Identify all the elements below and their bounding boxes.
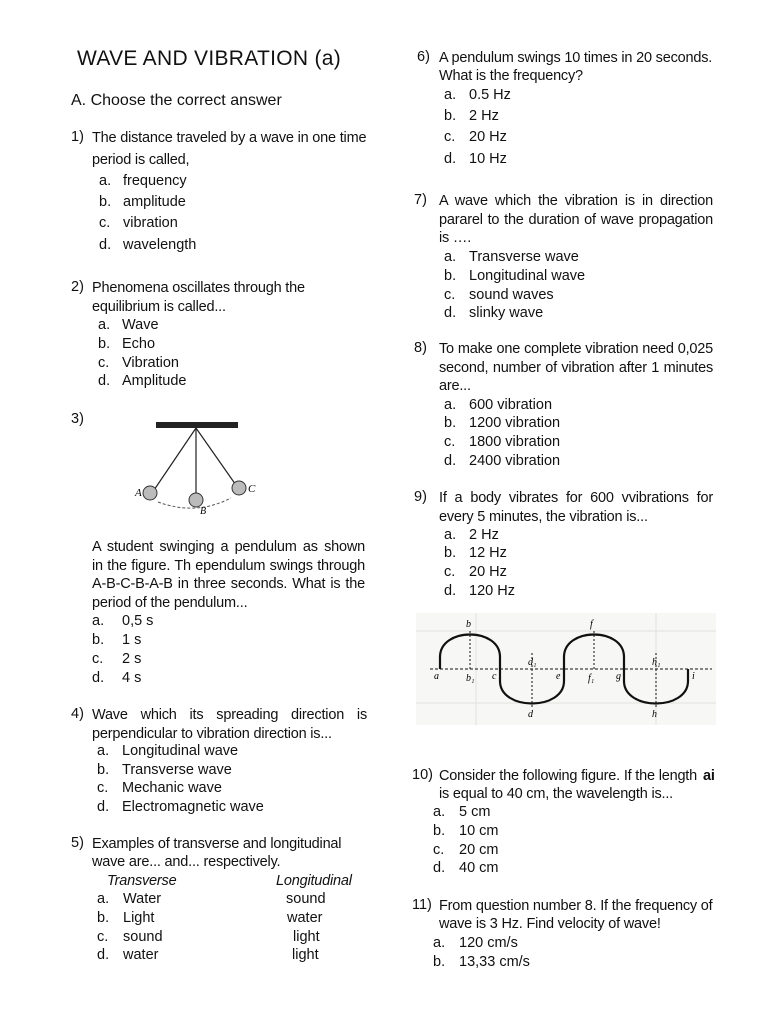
option-text[interactable]: 40 cm <box>459 860 499 876</box>
option-text[interactable]: 2400 vibration <box>469 453 561 469</box>
option-letter: a. <box>92 613 105 629</box>
option-letter: a. <box>444 87 457 103</box>
option-letter: b. <box>99 194 112 210</box>
option-text[interactable]: Water <box>123 891 162 907</box>
option-text[interactable]: 1 s <box>122 632 142 648</box>
question-text: Phenomena oscillates through the <box>92 280 305 296</box>
option-text[interactable]: 2 Hz <box>469 108 499 124</box>
option-text[interactable]: 1800 vibration <box>469 434 561 450</box>
option-letter: a. <box>433 935 446 951</box>
figure-label: b₁ <box>466 673 475 684</box>
option-text[interactable]: Longitudinal wave <box>122 743 239 759</box>
option-text[interactable]: Electromagnetic wave <box>122 799 264 815</box>
question-text: equilibrium is called... <box>92 299 226 315</box>
figure-label: g <box>616 671 621 682</box>
figure-label: A <box>135 487 142 499</box>
option-letter: c. <box>444 287 456 303</box>
option-text[interactable]: wavelength <box>123 237 197 253</box>
question-text: wave is 3 Hz. Find velocity of wave! <box>439 916 661 932</box>
question-text: From question number 8. If the frequency of <box>439 898 713 914</box>
option-letter: b. <box>97 762 110 778</box>
option-text[interactable]: 12 Hz <box>469 545 507 561</box>
option-text[interactable]: 120 Hz <box>469 583 515 599</box>
option-text[interactable]: Vibration <box>122 355 179 371</box>
figure-label: f <box>590 619 593 630</box>
option-text-right[interactable]: sound <box>286 891 326 907</box>
option-text[interactable]: Mechanic wave <box>122 780 222 796</box>
page-title: WAVE AND VIBRATION (a) <box>77 47 342 70</box>
question-text: A wave which the vibration is in direction pararel to the duration of wave propagation is …. <box>439 193 713 246</box>
question-text: To make one complete vibration need 0,025 second, number of vibration after 1 minutes are... <box>439 341 713 394</box>
option-text[interactable]: 1200 vibration <box>469 415 561 431</box>
option-letter: b. <box>444 415 457 431</box>
option-text[interactable]: 20 Hz <box>469 129 507 145</box>
option-letter: d. <box>99 237 112 253</box>
option-letter: c. <box>444 564 456 580</box>
option-text[interactable]: 10 Hz <box>469 151 507 167</box>
option-letter: c. <box>444 434 456 450</box>
figure-label: B <box>200 506 207 517</box>
question-text: What is the frequency? <box>439 68 583 84</box>
option-letter: a. <box>97 891 110 907</box>
column-header-longitudinal: Longitudinal <box>276 873 352 889</box>
option-letter: b. <box>98 336 111 352</box>
question-number: 7) <box>414 192 427 208</box>
figure-label: i <box>692 671 695 682</box>
option-letter: b. <box>97 910 110 926</box>
option-text[interactable]: Echo <box>122 336 156 352</box>
option-text-right[interactable]: light <box>292 947 319 963</box>
figure-label: b <box>466 619 471 630</box>
option-letter: c. <box>97 929 109 945</box>
question-number: 6) <box>417 49 430 65</box>
question-text: The distance traveled by a wave in one time <box>92 130 367 146</box>
option-letter: b. <box>433 954 446 970</box>
option-text[interactable]: 20 cm <box>459 842 499 858</box>
figure-label: e <box>556 671 561 682</box>
option-text[interactable]: Wave <box>122 317 159 333</box>
option-letter: b. <box>444 268 457 284</box>
option-letter: c. <box>97 780 109 796</box>
option-letter: c. <box>99 215 111 231</box>
option-text[interactable]: 600 vibration <box>469 397 553 413</box>
question-text: is equal to 40 cm, the wavelength is... <box>439 786 673 802</box>
option-letter: b. <box>444 545 457 561</box>
option-text[interactable]: Longitudinal wave <box>469 268 586 284</box>
question-number: 11) <box>412 897 432 913</box>
option-letter: a. <box>444 397 457 413</box>
option-letter: c. <box>92 651 104 667</box>
option-text[interactable]: amplitude <box>123 194 186 210</box>
question-text: Examples of transverse and longitudinal <box>92 836 342 852</box>
question-text: A student swinging a pendulum as shown in the figure. Th ependulum swings through A-B-C-B-A-B in three seconds. What is the period of the pendulum... <box>92 539 365 611</box>
option-letter: d. <box>97 799 110 815</box>
option-text[interactable]: 120 cm/s <box>459 935 518 951</box>
option-text[interactable]: sound waves <box>469 287 554 303</box>
option-letter: b. <box>433 823 446 839</box>
option-text[interactable]: 4 s <box>122 670 142 686</box>
option-text-right[interactable]: light <box>293 929 320 945</box>
option-text[interactable]: 20 Hz <box>469 564 507 580</box>
option-text[interactable]: Light <box>123 910 155 926</box>
option-text[interactable]: 0,5 s <box>122 613 154 629</box>
option-letter: a. <box>444 527 457 543</box>
figure-label: a <box>434 671 439 682</box>
option-text[interactable]: 2 Hz <box>469 527 499 543</box>
question-text: Wave which its spreading direction is perpendicular to vibration direction is... <box>92 707 367 742</box>
option-letter: d. <box>444 305 457 321</box>
question-text: Consider the following figure. If the length <box>439 768 697 784</box>
section-heading: A. Choose the correct answer <box>71 92 282 109</box>
option-letter: a. <box>97 743 110 759</box>
option-text[interactable]: frequency <box>123 173 187 189</box>
option-text[interactable]: Transverse wave <box>469 249 579 265</box>
question-text: A pendulum swings 10 times in 20 seconds. <box>439 50 713 66</box>
option-letter: a. <box>98 317 111 333</box>
option-letter: d. <box>444 151 457 167</box>
option-text[interactable]: 0.5 Hz <box>469 87 511 103</box>
question-number: 2) <box>71 279 84 295</box>
question-number: 10) <box>412 767 433 783</box>
question-key-term: ai <box>703 768 715 784</box>
question-text: If a body vibrates for 600 vvibrations for every 5 minutes, the vibration is... <box>439 490 713 525</box>
option-letter: a. <box>433 804 446 820</box>
option-letter: d. <box>444 583 457 599</box>
option-text[interactable]: sound <box>123 929 163 945</box>
option-letter: d. <box>444 453 457 469</box>
option-text[interactable]: 2 s <box>122 651 142 667</box>
option-text[interactable]: vibration <box>123 215 178 231</box>
option-text[interactable]: 13,33 cm/s <box>459 954 530 970</box>
column-header-transverse: Transverse <box>107 873 177 889</box>
question-text: wave are... and... respectively. <box>92 854 281 870</box>
option-text-right[interactable]: water <box>287 910 323 926</box>
question-number: 3) <box>71 411 84 427</box>
option-letter: c. <box>444 129 456 145</box>
figure-label: d₁ <box>528 657 537 668</box>
figure-label: h₁ <box>652 657 661 668</box>
option-letter: d. <box>97 947 110 963</box>
pendulum-figure <box>130 416 270 521</box>
option-letter: c. <box>433 842 445 858</box>
question-number: 8) <box>414 340 427 356</box>
wave-figure <box>416 613 716 725</box>
option-letter: a. <box>444 249 457 265</box>
question-number: 1) <box>71 129 84 145</box>
option-letter: b. <box>92 632 105 648</box>
option-text[interactable]: Transverse wave <box>122 762 232 778</box>
option-text[interactable]: 10 cm <box>459 823 499 839</box>
option-text[interactable]: water <box>123 947 159 963</box>
figure-label: c <box>492 671 497 682</box>
option-letter: a. <box>99 173 112 189</box>
figure-label: h <box>652 709 657 720</box>
figure-label: d <box>528 709 533 720</box>
question-number: 9) <box>414 489 427 505</box>
option-letter: d. <box>98 373 111 389</box>
option-letter: d. <box>92 670 105 686</box>
option-text[interactable]: Amplitude <box>122 373 187 389</box>
figure-label: C <box>248 483 256 495</box>
question-number: 4) <box>71 706 84 722</box>
option-letter: c. <box>98 355 110 371</box>
question-text: period is called, <box>92 152 190 168</box>
option-letter: d. <box>433 860 446 876</box>
option-text[interactable]: slinky wave <box>469 305 544 321</box>
figure-label: f₁ <box>588 673 595 684</box>
question-number: 5) <box>71 835 84 851</box>
option-text[interactable]: 5 cm <box>459 804 491 820</box>
option-letter: b. <box>444 108 457 124</box>
